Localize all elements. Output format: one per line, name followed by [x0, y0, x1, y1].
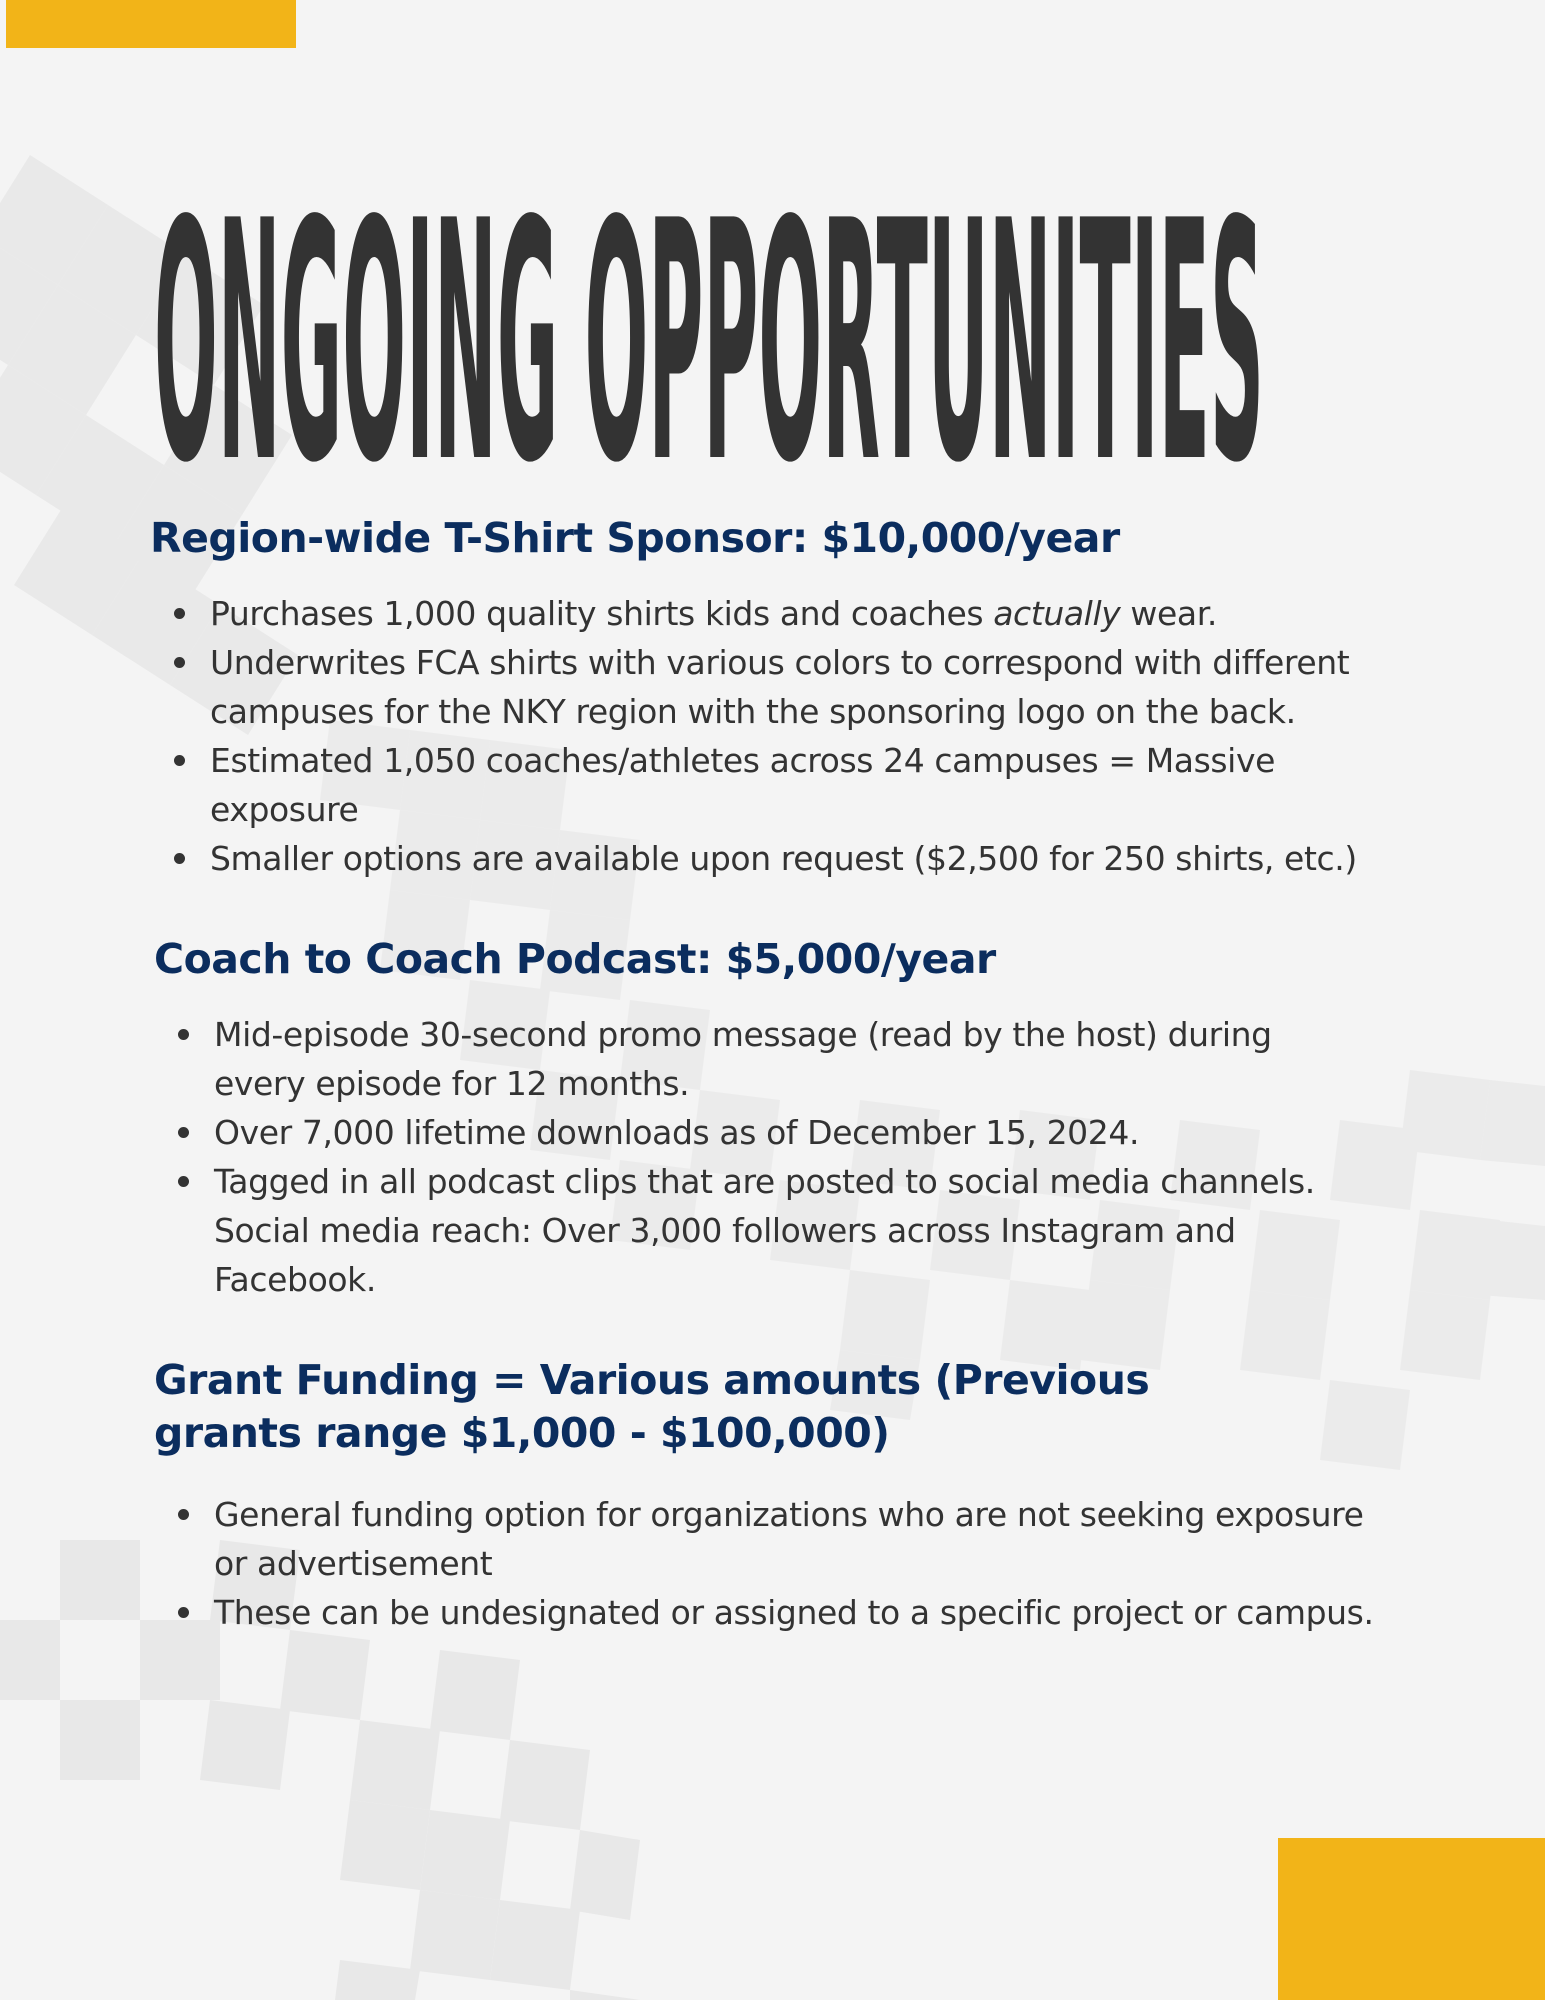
- section-heading-podcast: Coach to Coach Podcast: $5,000/year: [154, 935, 996, 983]
- grant-benefits-list: [154, 1490, 1410, 1637]
- bullet-icon: [174, 853, 185, 864]
- section-heading-tshirt-sponsor: Region-wide T-Shirt Sponsor: $10,000/year: [150, 514, 1120, 562]
- accent-bar-top: [6, 0, 296, 48]
- bullet-icon: [174, 657, 185, 668]
- bullet-icon: [178, 1127, 189, 1138]
- page-title: [154, 172, 1274, 472]
- list-item: Estimated 1,050 coaches/athletes across 24 campuses = Massive exposure: [150, 736, 1410, 834]
- list-item: Purchases 1,000 quality shirts kids and coaches actually wear.: [150, 589, 1410, 638]
- section-tshirt-sponsor: [150, 512, 1410, 883]
- list-item: Underwrites FCA shirts with various colors to correspond with different campuses for the NKY region with the sponsoring logo on the back.: [150, 638, 1410, 736]
- list-item: General funding option for organizations who are not seeking exposure or advertisement: [154, 1490, 1404, 1588]
- bullet-icon: [174, 755, 185, 766]
- bullet-icon: [178, 1176, 189, 1187]
- bullet-icon: [178, 1029, 189, 1040]
- podcast-benefits-list: [154, 1010, 1410, 1304]
- bullet-icon: [178, 1607, 189, 1618]
- list-item: Mid-episode 30-second promo message (read by the host) during every episode for 12 months.: [154, 1010, 1324, 1108]
- opportunities-content: [150, 512, 1410, 1637]
- section-heading-grant-funding: Grant Funding = Various amounts (Previous grants range $1,000 - $100,000): [154, 1356, 1150, 1457]
- list-item: Tagged in all podcast clips that are posted to social media channels. Social media reach: Over 3,000 followers across Instagram and Facebook.: [154, 1157, 1324, 1304]
- section-grant-funding: [154, 1354, 1410, 1637]
- tshirt-benefits-list: [150, 589, 1410, 883]
- list-item: Smaller options are available upon request ($2,500 for 250 shirts, etc.): [150, 834, 1410, 883]
- page-title-text: ONGOING OPPORTUNITIES: [154, 172, 1264, 472]
- bullet-icon: [174, 608, 185, 619]
- accent-block-bottom: [1278, 1838, 1545, 2000]
- list-item: These can be undesignated or assigned to a specific project or campus.: [154, 1588, 1404, 1637]
- list-item: Over 7,000 lifetime downloads as of December 15, 2024.: [154, 1108, 1324, 1157]
- bullet-icon: [178, 1509, 189, 1520]
- section-podcast: [154, 933, 1410, 1304]
